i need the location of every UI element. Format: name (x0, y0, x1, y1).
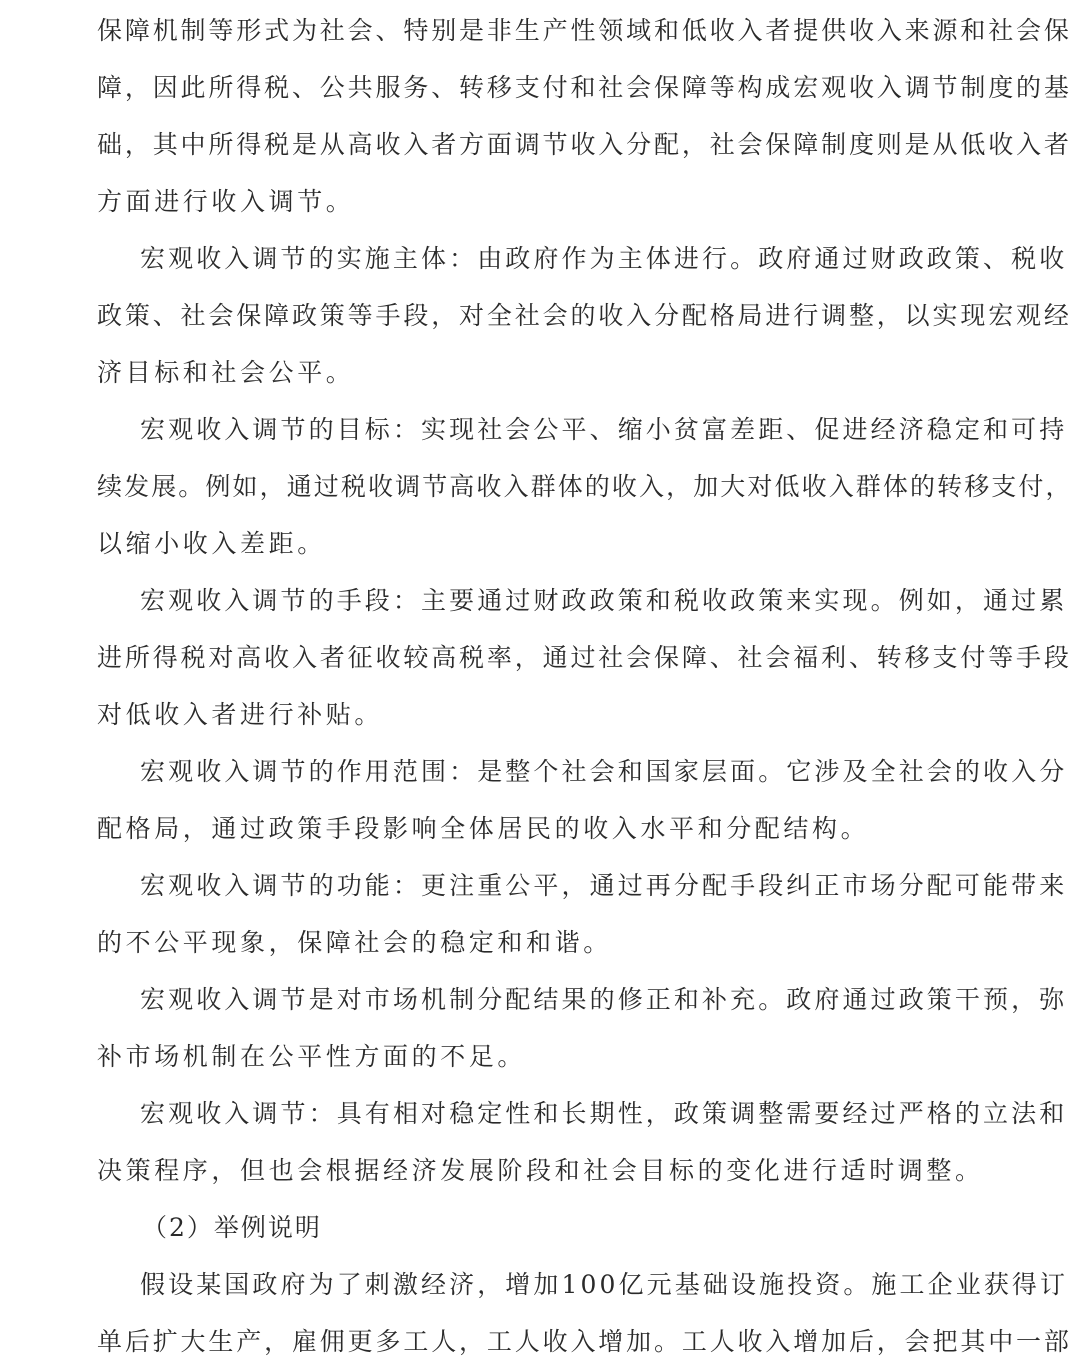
body-text-line: 宏观收入调节的实施主体：由政府作为主体进行。政府通过财政政策、税收 (140, 244, 1068, 273)
body-text-line: 续发展。例如，通过税收调节高收入群体的收入，加大对低收入群体的转移支付， (97, 472, 1073, 501)
body-text-line: 补市场机制在公平性方面的不足。 (97, 1042, 527, 1071)
body-text-line: 政策、社会保障政策等手段，对全社会的收入分配格局进行调整，以实现宏观经 (97, 301, 1072, 330)
body-text-line: 保障机制等形式为社会、特别是非生产性领域和低收入者提供收入来源和社会保 (97, 16, 1072, 45)
body-text-line: 单后扩大生产，雇佣更多工人，工人收入增加。工人收入增加后，会把其中一部 (97, 1327, 1072, 1356)
body-text-line: 障，因此所得税、公共服务、转移支付和社会保障等构成宏观收入调节制度的基 (97, 73, 1072, 102)
body-text-line: 宏观收入调节的目标：实现社会公平、缩小贫富差距、促进经济稳定和可持 (140, 415, 1068, 444)
section-heading: （2）举例说明 (142, 1213, 322, 1242)
body-text-line: 宏观收入调节的手段：主要通过财政政策和税收政策来实现。例如，通过累 (140, 586, 1068, 615)
body-text-line: 础，其中所得税是从高收入者方面调节收入分配，社会保障制度则是从低收入者 (97, 130, 1072, 159)
body-text-line: 宏观收入调节：具有相对稳定性和长期性，政策调整需要经过严格的立法和 (140, 1099, 1068, 1128)
body-text-line: 宏观收入调节的作用范围：是整个社会和国家层面。它涉及全社会的收入分 (140, 757, 1068, 786)
body-text-line: 进所得税对高收入者征收较高税率，通过社会保障、社会福利、转移支付等手段 (97, 643, 1072, 672)
body-text-line: 假设某国政府为了刺激经济，增加100亿元基础设施投资。施工企业获得订 (140, 1270, 1069, 1299)
body-text-line: 以缩小收入差距。 (97, 529, 326, 558)
body-text-line: 济目标和社会公平。 (97, 358, 355, 387)
body-text-line: 对低收入者进行补贴。 (97, 700, 384, 729)
body-text-line: 方面进行收入调节。 (97, 187, 355, 216)
body-text-line: 宏观收入调节是对市场机制分配结果的修正和补充。政府通过政策干预，弥 (140, 985, 1068, 1014)
body-text-line: 决策程序，但也会根据经济发展阶段和社会目标的变化进行适时调整。 (97, 1156, 984, 1185)
body-text-line: 宏观收入调节的功能：更注重公平，通过再分配手段纠正市场分配可能带来 (140, 871, 1068, 900)
body-text-line: 的不公平现象，保障社会的稳定和和谐。 (97, 928, 612, 957)
body-text-line: 配格局，通过政策手段影响全体居民的收入水平和分配结构。 (97, 814, 870, 843)
